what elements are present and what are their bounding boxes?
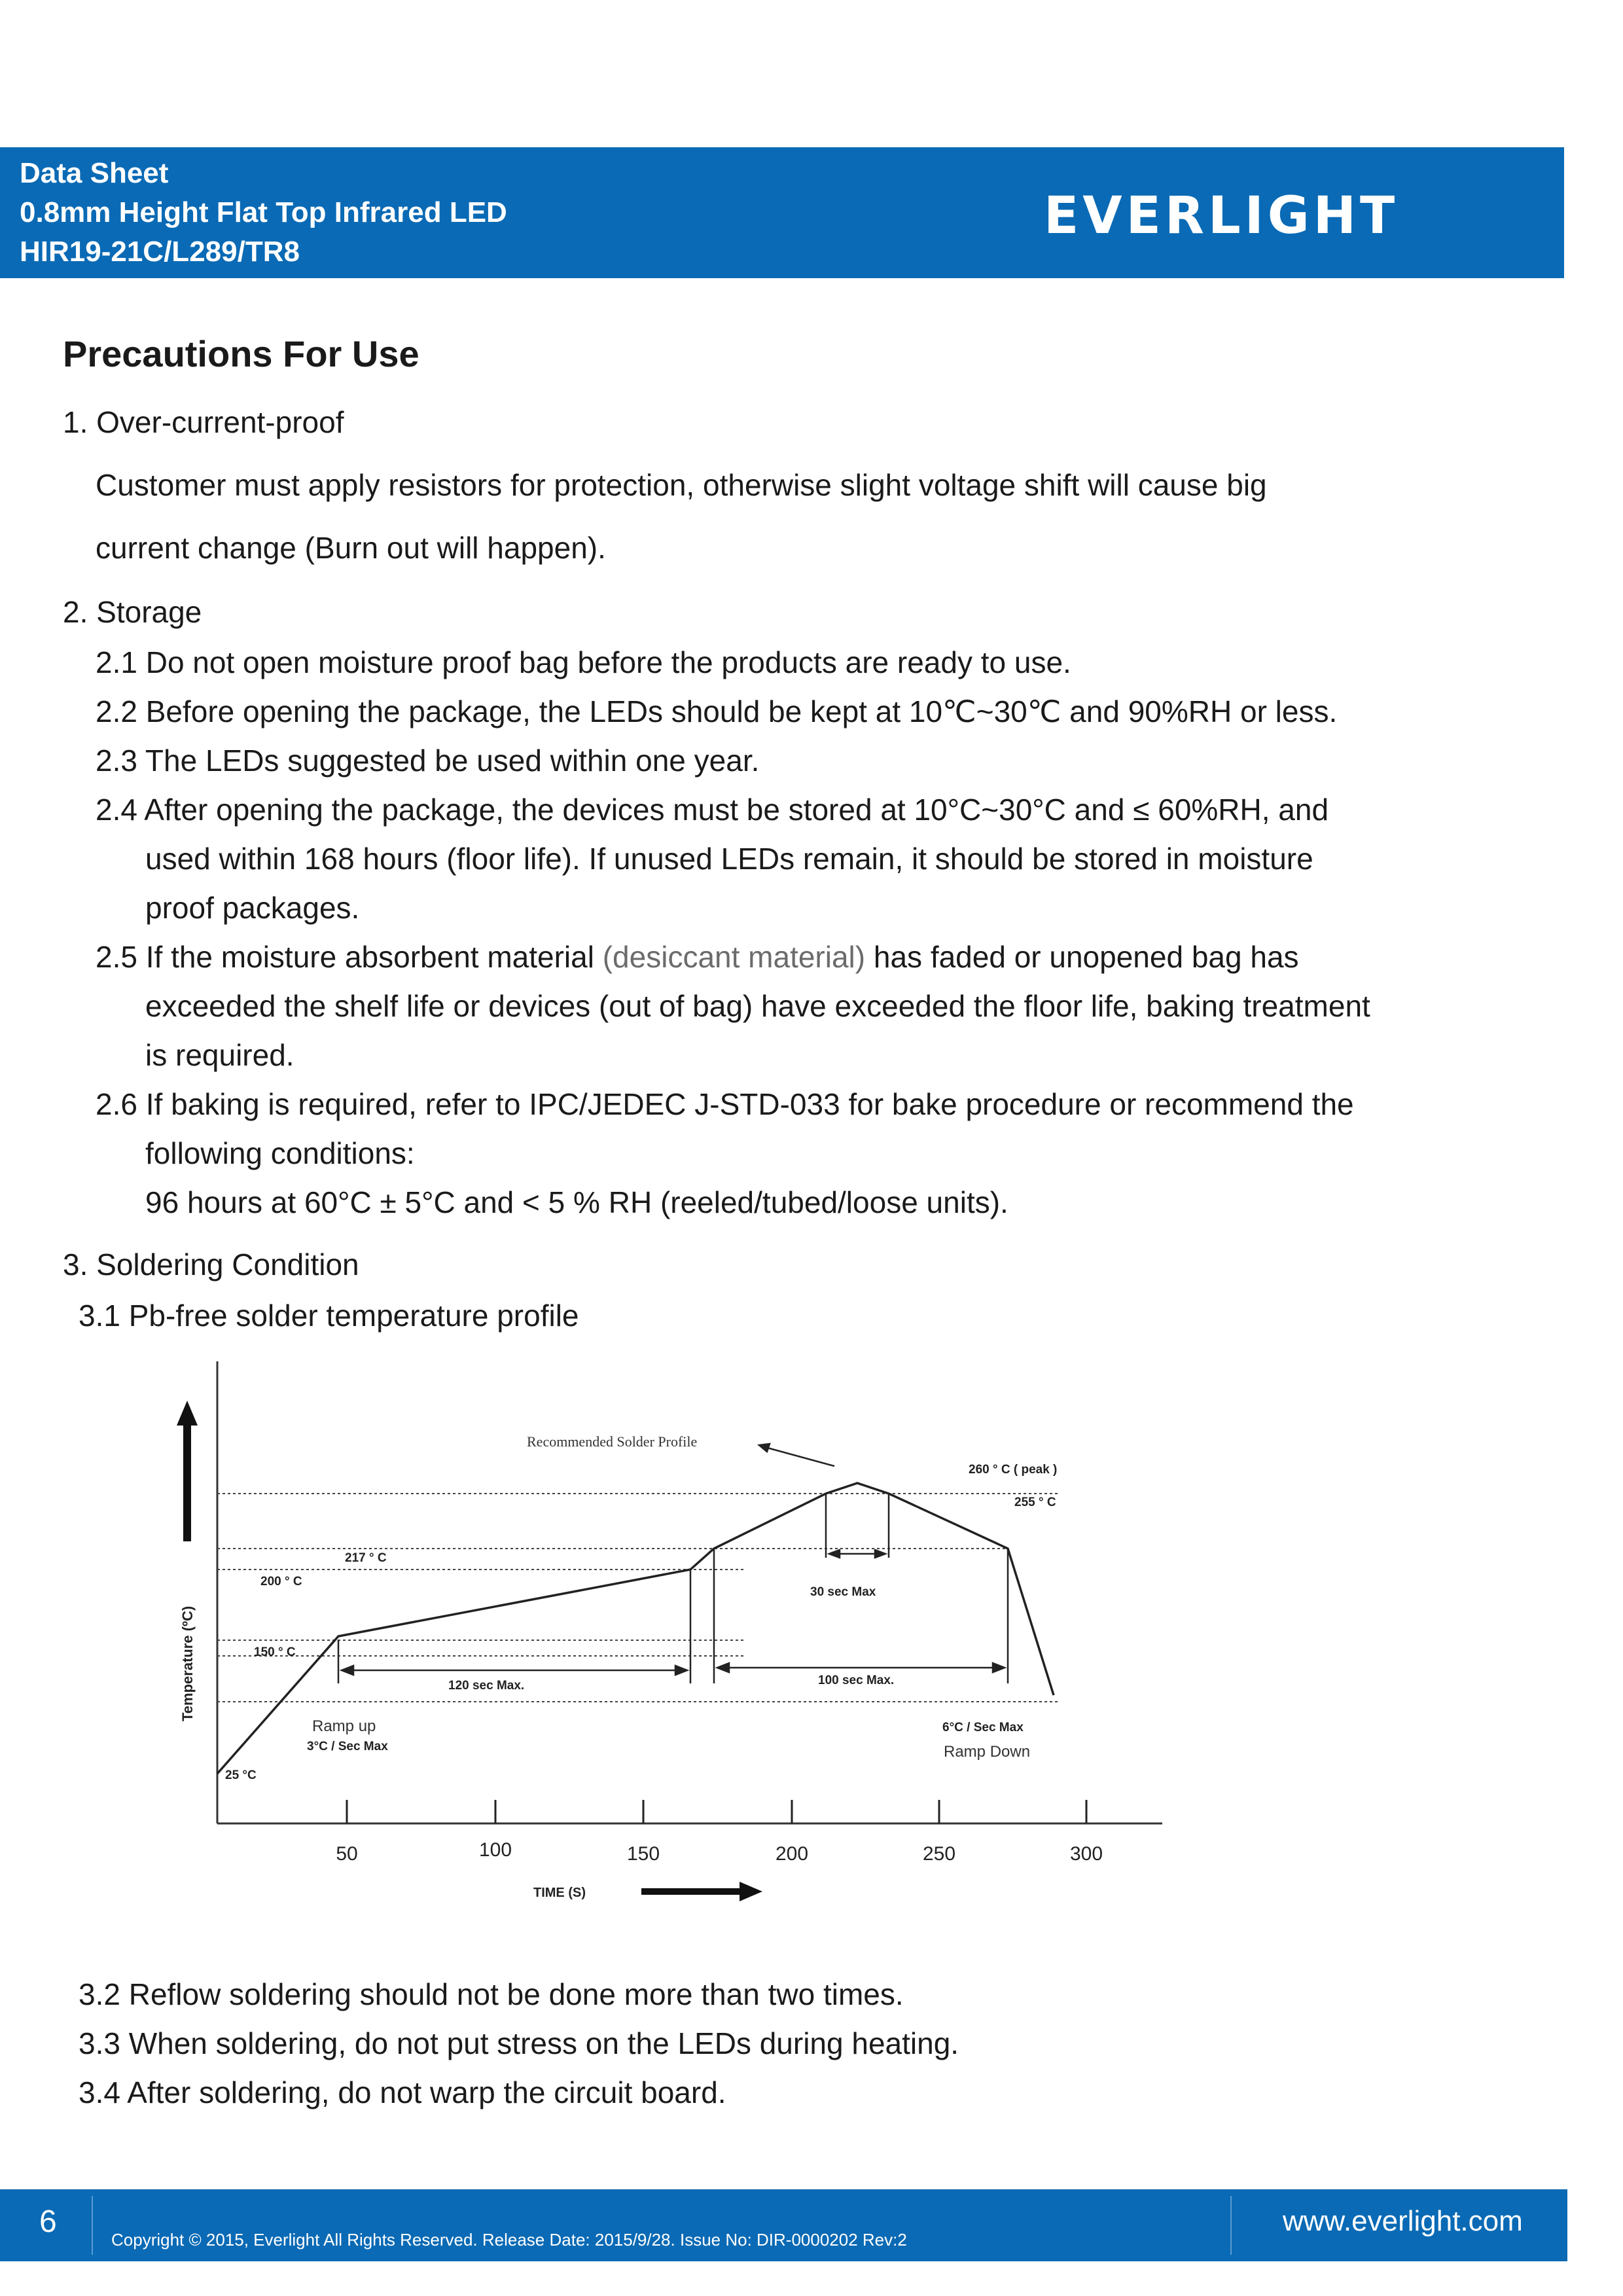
x-arrow-shaft bbox=[641, 1888, 746, 1895]
temp-label-255: 255 ° C bbox=[1014, 1496, 1056, 1509]
x-ticks bbox=[347, 1800, 1086, 1823]
s2-item-3: 2.3 The LEDs suggested be used within one year. bbox=[96, 744, 760, 778]
s2-heading: 2. Storage bbox=[63, 595, 202, 629]
y-axis-label: Temperature (ºC) bbox=[179, 1605, 196, 1721]
s2-item-5a-pre: 2.5 If the moisture absorbent material bbox=[96, 940, 603, 974]
x-tick-label: 100 bbox=[478, 1839, 512, 1861]
s2-item-5b: exceeded the shelf life or devices (out of bag) have exceeded the floor life, baking treatment bbox=[145, 989, 1370, 1023]
time-markers bbox=[338, 1494, 1008, 1683]
liquidus-time-label: 100 sec Max. bbox=[818, 1674, 895, 1687]
footer-divider bbox=[1230, 2196, 1232, 2255]
s3-item-4: 3.4 After soldering, do not warp the circuit board. bbox=[79, 2075, 726, 2109]
product-title: 0.8mm Height Flat Top Infrared LED bbox=[20, 196, 507, 228]
s2-item-2: 2.2 Before opening the package, the LEDs should be kept at 10℃~30℃ and 90%RH or less. bbox=[96, 694, 1338, 728]
preheat-label: 120 sec Max. bbox=[448, 1679, 525, 1693]
s1-heading: 1. Over-current-proof bbox=[63, 405, 344, 439]
ramp-down-rate: 6°C / Sec Max bbox=[942, 1721, 1024, 1734]
ramp-up-rate: 3°C / Sec Max bbox=[307, 1740, 388, 1753]
s1-text-1: Customer must apply resistors for protection, otherwise slight voltage shift will cause big bbox=[96, 468, 1267, 502]
s3-item-3: 3.3 When soldering, do not put stress on the LEDs during heating. bbox=[79, 2026, 959, 2060]
preheat-arrowhead-right bbox=[675, 1666, 687, 1675]
footer-divider bbox=[92, 2196, 93, 2255]
x-axis-label: TIME (S) bbox=[533, 1886, 586, 1900]
preheat-arrowhead-left bbox=[342, 1666, 353, 1675]
part-number: HIR19-21C/L289/TR8 bbox=[20, 236, 300, 268]
x-tick-label: 150 bbox=[626, 1843, 660, 1865]
doc-type: Data Sheet bbox=[20, 157, 169, 189]
s1-text-2: current change (Burn out will happen). bbox=[96, 531, 606, 565]
temp-label-150: 150 ° C bbox=[254, 1645, 296, 1659]
section-title: Precautions For Use bbox=[63, 333, 419, 374]
x-arrow-head bbox=[740, 1882, 762, 1901]
liquidus-arrowhead-right bbox=[993, 1663, 1005, 1672]
y-arrow-shaft bbox=[183, 1420, 191, 1541]
footer-bar bbox=[0, 2189, 1567, 2261]
s2-item-6b: following conditions: bbox=[145, 1136, 415, 1170]
s3-heading: 3. Soldering Condition bbox=[63, 1247, 359, 1282]
s2-item-6a: 2.6 If baking is required, refer to IPC/JEDEC J-STD-033 for bake procedure or recommend the bbox=[96, 1087, 1354, 1121]
s2-item-6c: 96 hours at 60°C ± 5°C and < 5 % RH (reeled/tubed/loose units). bbox=[145, 1185, 1008, 1219]
ramp-down-label: Ramp Down bbox=[944, 1743, 1031, 1761]
x-tick-label: 50 bbox=[336, 1843, 358, 1865]
peak-time-label: 30 sec Max bbox=[810, 1585, 876, 1599]
header-bar bbox=[0, 147, 1564, 278]
solder-profile-chart bbox=[157, 1348, 1204, 1918]
s3-item-2: 3.2 Reflow soldering should not be done more than two times. bbox=[79, 1977, 904, 2011]
title-pointer bbox=[762, 1446, 834, 1466]
page-number: 6 bbox=[39, 2204, 57, 2239]
copyright: Copyright © 2015, Everlight All Rights Reserved. Release Date: 2015/9/28. Issue No: DIR-0000202 Rev:2 bbox=[111, 2230, 907, 2250]
desiccant-note: (desiccant material) bbox=[602, 940, 866, 974]
s2-item-5a-post: has faded or unopened bag has bbox=[865, 940, 1299, 974]
temp-label-25: 25 °C bbox=[225, 1768, 257, 1782]
s2-item-5c: is required. bbox=[145, 1038, 294, 1072]
s2-item-4c: proof packages. bbox=[145, 891, 360, 925]
title-pointer-head bbox=[759, 1444, 770, 1452]
s3-subheading: 3.1 Pb-free solder temperature profile bbox=[79, 1299, 579, 1333]
liquidus-arrowhead-left bbox=[717, 1663, 729, 1672]
everlight-logo: EVERLIGHT bbox=[1044, 187, 1399, 245]
temp-label-217: 217 ° C bbox=[345, 1551, 387, 1565]
peak-arrowhead-right bbox=[875, 1550, 885, 1558]
temp-label-200: 200 ° C bbox=[260, 1575, 302, 1588]
temp-label-260: 260 ° C ( peak ) bbox=[969, 1463, 1058, 1477]
x-tick-label: 250 bbox=[922, 1843, 956, 1865]
s2-item-4a: 2.4 After opening the package, the devices must be stored at 10°C~30°C and ≤ 60%RH, and bbox=[96, 793, 1329, 827]
website-link[interactable]: www.everlight.com bbox=[1283, 2205, 1523, 2237]
peak-arrowhead-left bbox=[829, 1550, 840, 1558]
x-tick-label: 200 bbox=[775, 1843, 809, 1865]
s2-item-1: 2.1 Do not open moisture proof bag before the products are ready to use. bbox=[96, 645, 1071, 679]
y-arrow-head bbox=[177, 1401, 198, 1426]
s2-item-4b: used within 168 hours (floor life). If unused LEDs remain, it should be stored in moisture bbox=[145, 842, 1313, 876]
s2-item-5a bbox=[96, 939, 1299, 975]
x-tick-label: 300 bbox=[1069, 1843, 1103, 1865]
ramp-up-label: Ramp up bbox=[312, 1717, 376, 1735]
chart-title: Recommended Solder Profile bbox=[527, 1433, 698, 1450]
